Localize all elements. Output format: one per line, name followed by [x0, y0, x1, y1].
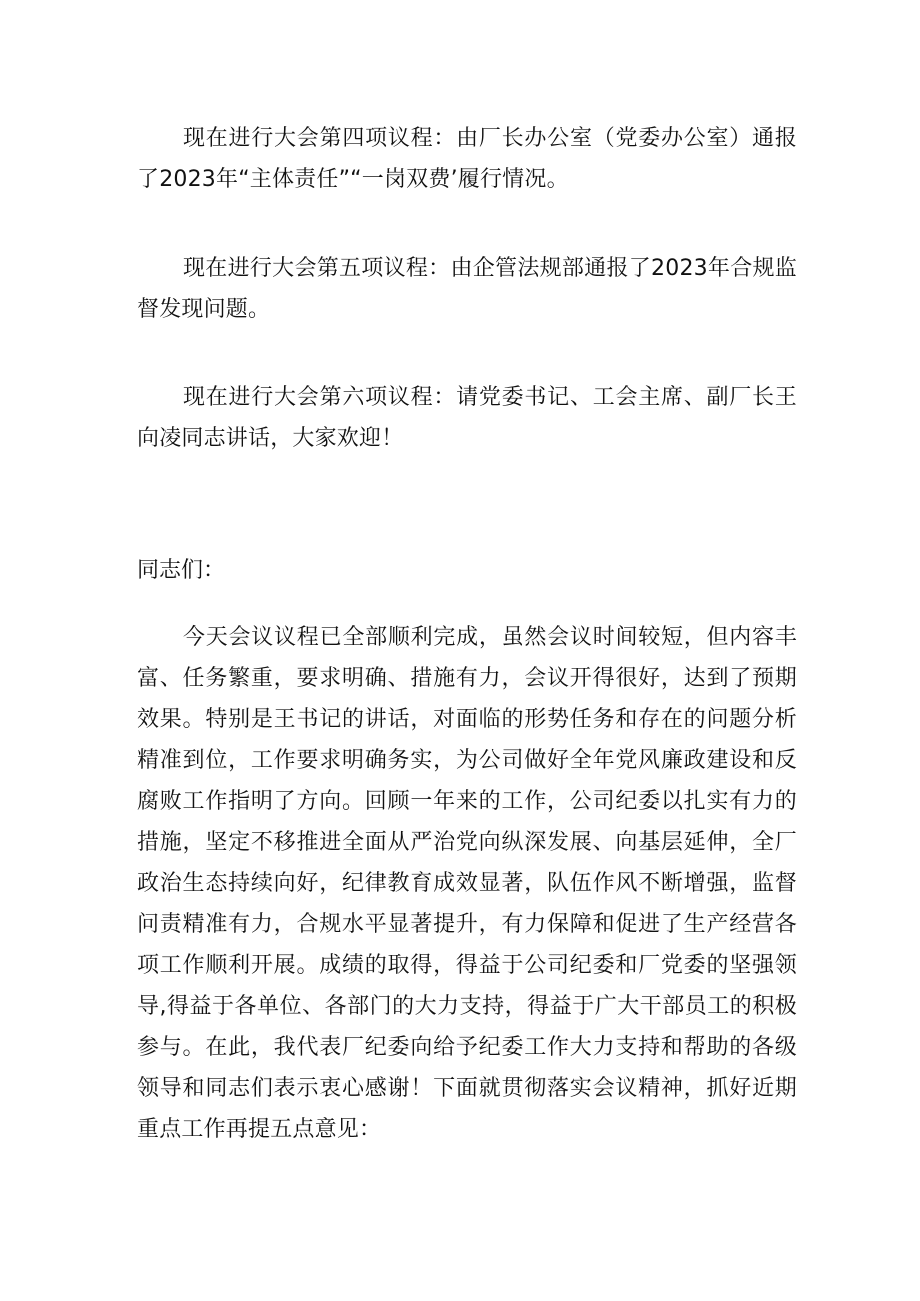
speech-greeting: 同志们： [137, 558, 226, 583]
speech-body-paragraph: 今天会议议程已全部顺利完成，虽然会议时间较短，但内容丰富、任务繁重，要求明确、措施有力，会议开得很好，达到了预期效果。特别是王书记的讲话，对面临的形势任务和存在的问题分析精准到位，工作要求明确务实，为公司做好全年党风廉政建设和反腐败工作指明了方向。回顾一年来的工作，公司纪委以扎实有力的措施，坚定不移推进全面从严治党向纵深发展、向基层延伸，全厂政治生态持续向好，纪律教育成效显著，队伍作风不断增强，监督问责精准有力，合规水平显著提升，有力保障和促进了生产经营各项工作顺利开展。成绩的取得，得益于公司纪委和厂党委的坚强领导,得益于各单位、各部门的大力支持，得益于广大干部员工的积极参与。在此，我代表厂纪委向给予纪委工作大力支持和帮助的各级领导和同志们表示衷心感谢！下面就贯彻落实会议精神，抓好近期重点工作再提五点意见： [137, 625, 797, 1142]
agenda-item-4-paragraph: 现在进行大会第四项议程：由厂长办公室（党委办公室）通报了2023年“主体责任”“一岗双费’履行情况。 [137, 126, 797, 192]
agenda-item-6-paragraph: 现在进行大会第六项议程：请党委书记、工会主席、副厂长王向凌同志讲话，大家欢迎！ [137, 385, 797, 451]
agenda-item-5-paragraph: 现在进行大会第五项议程：由企管法规部通报了2023年合规监督发现问题。 [137, 256, 797, 322]
